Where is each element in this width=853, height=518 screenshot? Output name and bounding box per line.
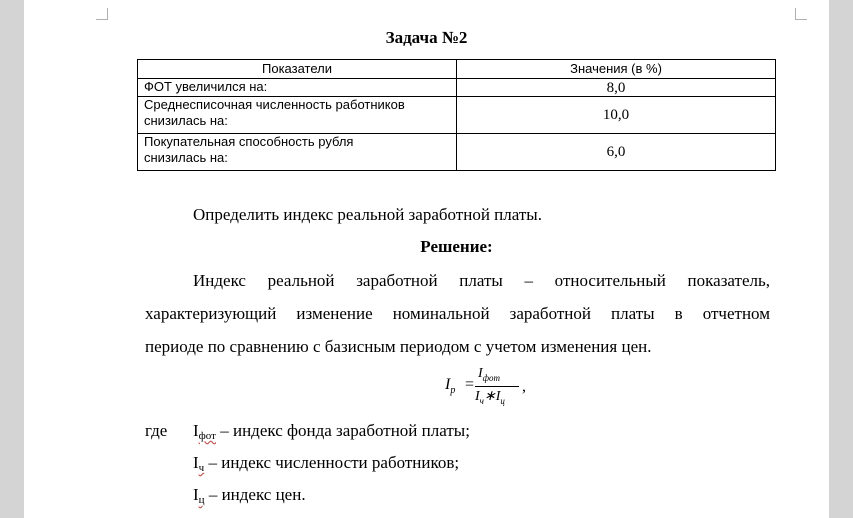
header-values: Значения (в %): [457, 60, 776, 79]
formula-comma: ,: [522, 378, 526, 395]
where-label: где: [145, 421, 168, 440]
row-label-line: снизилась на:: [144, 150, 228, 165]
paragraph-line: Индекс реальной заработной платы – относительный показатель,: [193, 271, 770, 290]
table-row: [138, 79, 776, 97]
indicators-table: [137, 59, 776, 171]
formula-denominator: $I_ч∗I_ц$: [475, 389, 505, 406]
paragraph-line: периоде по сравнению с базисным периодом с учетом изменения цен.: [145, 337, 652, 356]
row-label-line: Покупательная способность рубля: [144, 134, 354, 149]
definition-item: $I_ч$ – индекс численности работников;: [193, 453, 460, 474]
row-value: 6,0: [457, 134, 776, 171]
task-title: Задача №2: [385, 28, 468, 47]
row-label: [138, 97, 457, 134]
row-label: [138, 134, 457, 171]
definition-item: $I_ц$ – индекс цен.: [193, 485, 306, 506]
real-wage-index-formula: [441, 366, 531, 408]
workspace-background-right: [829, 0, 853, 518]
row-label-line: снизилась на:: [144, 113, 228, 128]
header-indicators: Показатели: [138, 60, 457, 79]
table-row: [138, 134, 776, 171]
table-header-row: [138, 60, 776, 79]
fraction-bar: [475, 386, 519, 387]
page-margin-corner-right: [795, 8, 807, 20]
formula-numerator: $I_{фот}$: [478, 366, 500, 383]
paragraph-line: характеризующий изменение номинальной заработной платы в отчетном: [145, 304, 770, 323]
formula-equals: =: [465, 376, 475, 393]
page-margin-corner-left: [96, 8, 108, 20]
formula-lhs: $I_р$: [445, 376, 456, 397]
workspace-background-left: [0, 0, 24, 518]
definition-item: $I_{фот}$ – индекс фонда заработной платы;: [193, 421, 470, 442]
row-value: 10,0: [457, 97, 776, 134]
row-label-line: Среднесписочная численность работников: [144, 97, 405, 112]
row-value: 8,0: [457, 79, 776, 97]
task-statement: Определить индекс реальной заработной платы.: [193, 205, 542, 224]
solution-heading: Решение:: [420, 237, 493, 256]
row-label: ФОТ увеличился на:: [138, 79, 457, 97]
table-row: [138, 97, 776, 134]
